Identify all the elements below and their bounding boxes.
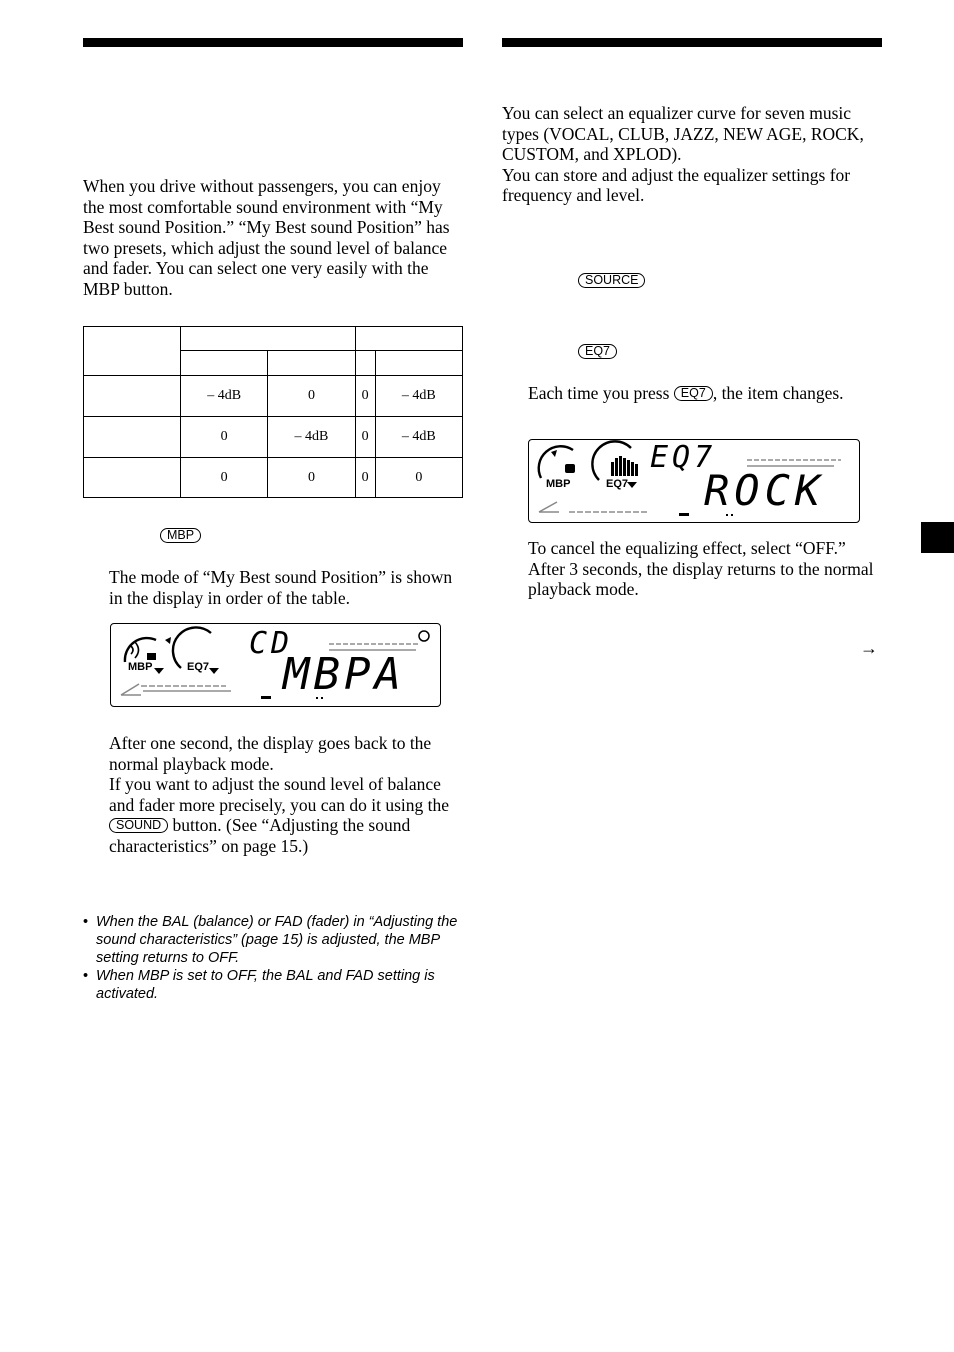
- table-cell: – 4dB: [375, 376, 462, 417]
- section-rule-right: [502, 38, 882, 47]
- source-button[interactable]: SOURCE: [578, 273, 645, 288]
- note-text: When the BAL (balance) or FAD (fader) in “Adjusting the sound characteristics” (page 15) is adjusted, the MBP setting returns to OFF.: [96, 914, 458, 966]
- table-group-header: [355, 327, 462, 351]
- lcd-segment: [261, 696, 271, 699]
- lcd-main-text: ROCK: [704, 466, 826, 515]
- note-item: [83, 967, 469, 1003]
- mbp-preset-table: [83, 326, 463, 498]
- eq-each-press-text: [528, 383, 880, 404]
- each-press-text-b: , the item changes.: [712, 383, 844, 403]
- pointer-icon: [165, 637, 171, 644]
- adjust-sound-text-b: button. (See “Adjusting the sound characteristics” on page 15.): [109, 815, 411, 856]
- table-group-header: [181, 327, 356, 351]
- notes-list: [83, 913, 469, 1003]
- table-subheader: [375, 351, 462, 376]
- table-row: [84, 417, 463, 458]
- eq-intro-paragraph: [502, 103, 882, 206]
- mbp-step-text: The mode of “My Best sound Position” is shown in the display in order of the table.: [109, 567, 453, 608]
- table-cell: 0: [375, 458, 462, 498]
- clock-icon: [419, 631, 429, 641]
- eq-intro-text-2: You can store and adjust the equalizer settings for frequency and level.: [502, 164, 851, 205]
- table-subheader: [181, 351, 268, 376]
- table-row: [84, 458, 463, 498]
- note-text: When MBP is set to OFF, the BAL and FAD setting is activated.: [96, 968, 435, 1002]
- lcd-mbp-label: MBP: [546, 478, 571, 490]
- table-cell: 0: [355, 417, 375, 458]
- lcd-main-text: MBPA: [283, 649, 405, 700]
- lcd-display-eq: [528, 439, 860, 523]
- adjust-sound-text: [109, 774, 461, 856]
- lcd-source-text: CD: [249, 626, 294, 661]
- eq-intro-text-1: You can select an equalizer curve for seven music types (VOCAL, CLUB, JAZZ, NEW AGE, ROCK, CUSTOM, and XPLOD).: [502, 103, 864, 164]
- section-rule-left: [83, 38, 463, 47]
- adjust-sound-text-a: If you want to adjust the sound level of balance and fader more precisely, you can do it using the: [109, 774, 450, 815]
- table-cell: 0: [181, 458, 268, 498]
- eq7-inline-button[interactable]: EQ7: [674, 386, 713, 401]
- table-cell: – 4dB: [268, 417, 355, 458]
- pointer-icon: [551, 450, 557, 457]
- lcd-eq-label: EQ7: [606, 478, 629, 490]
- seat-icon: [147, 653, 156, 660]
- table-row: [84, 376, 463, 417]
- lcd-display-mbp: [110, 623, 441, 707]
- arrow-left-icon: [539, 502, 559, 512]
- table-corner-cell: [84, 327, 181, 376]
- cancel-eq-text: [528, 538, 878, 600]
- cancel-text: To cancel the equalizing effect, select “OFF.”: [528, 538, 846, 558]
- mbp-button[interactable]: MBP: [160, 528, 201, 543]
- table-cell: 0: [181, 417, 268, 458]
- eq-triangle-icon: [627, 482, 637, 488]
- sound-button[interactable]: SOUND: [109, 818, 168, 833]
- bullet: •: [83, 968, 89, 984]
- table-cell: 0: [268, 458, 355, 498]
- table-cell: 0: [268, 376, 355, 417]
- arrow-left-icon: [121, 684, 141, 695]
- table-cell: – 4dB: [375, 417, 462, 458]
- table-cell: 0: [355, 458, 375, 498]
- seat-icon: [565, 464, 575, 473]
- bullet: •: [83, 914, 89, 930]
- table-cell: – 4dB: [181, 376, 268, 417]
- table-subheader: [355, 351, 375, 376]
- table-row-label: [84, 376, 181, 417]
- table-row-label: [84, 417, 181, 458]
- lcd-mbp-label: MBP: [128, 661, 153, 673]
- lcd-segment: [679, 513, 689, 516]
- continue-arrow-icon: →: [860, 638, 878, 658]
- each-press-text-a: Each time you press: [528, 383, 670, 403]
- after-one-second-text: After one second, the display goes back to the normal playback mode.: [109, 733, 432, 774]
- equalizer-bars-icon: [611, 456, 638, 476]
- table-row-label: [84, 458, 181, 498]
- mbp-intro-paragraph: When you drive without passengers, you can enjoy the most comfortable sound environment with “My Best sound Position.” “My Best sound Position” has two presets, which adjust the sound level of balance and fader. You can select one very easily with the MBP button.: [83, 176, 450, 299]
- lcd-eq-label: EQ7: [187, 661, 210, 673]
- table-cell: 0: [355, 376, 375, 417]
- after-3-seconds-text: After 3 seconds, the display returns to the normal playback mode.: [528, 558, 874, 599]
- eq7-button[interactable]: EQ7: [578, 344, 617, 359]
- mbp-triangle-icon: [154, 668, 164, 674]
- table-subheader: [268, 351, 355, 376]
- note-item: [83, 913, 469, 967]
- lcd-mode-text: EQ7: [650, 440, 717, 475]
- section-thumb-tab: [921, 522, 954, 553]
- eq-triangle-icon: [209, 668, 219, 674]
